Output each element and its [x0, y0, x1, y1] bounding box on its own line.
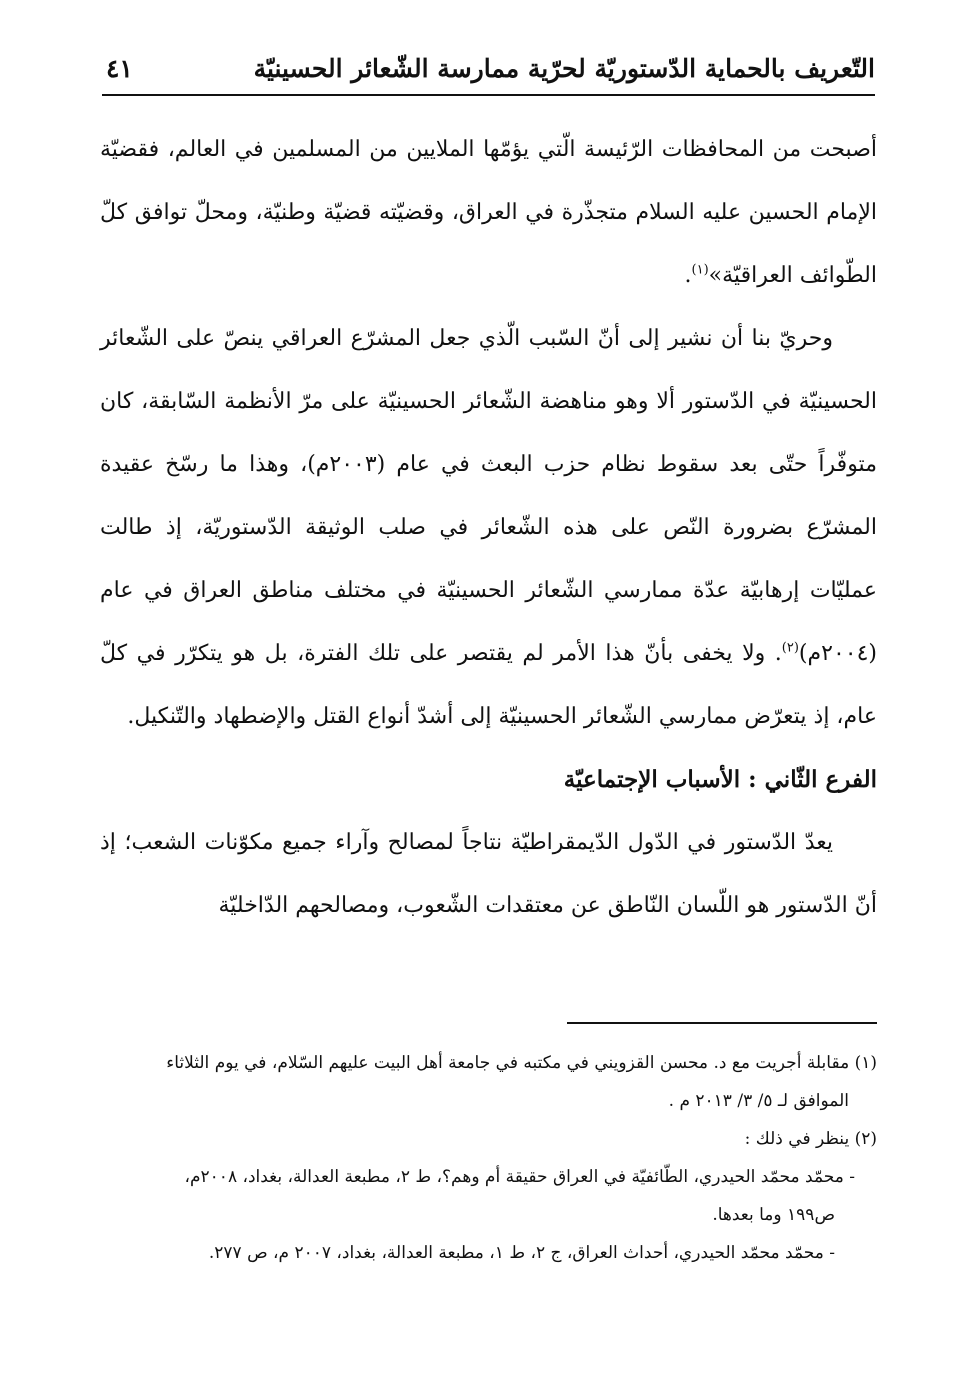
- footnote-2-reference-a: - محمّد محمّد الحيدري، الطّائفيّة في العراق حقيقة أم وهم؟، ط ٢، مطبعة العدالة، بغداد، ٢٠٠٨م،: [184, 1167, 855, 1187]
- header-title: التّعريف بالحماية الدّستوريّة لحرّية ممارسة الشّعائر الحسينيّة: [253, 54, 875, 83]
- section-heading: الفرع الثّاني : الأسباب الإجتماعيّة: [563, 766, 877, 793]
- footnote-1: (١) مقابلة أجريت مع د. محسن القزويني في مكتبه في جامعة أهل البيت عليهم السّلام، في يوم الثلاثاء: [166, 1053, 877, 1073]
- paragraph-3: يعدّ الدّستور في الدّول الدّيمقراطيّة نتاجاً لمصالح وآراء جميع مكوّنات الشعب؛ إذ أنّ الدّستور هو اللّسان النّاطق عن معتقدات الشّعوب، ومصالحهم الدّاخليّة: [100, 830, 877, 918]
- paragraph-2-rest: . ولا يخفى بأنّ هذا الأمر لم يقتصر على تلك الفترة، بل هو يتكرّر في كلّ عام، إذ يتعرّض ممارسي الشّعائر الحسينيّة إلى أشدّ أنواع القتل والإضطهاد والتّنكيل.: [100, 641, 877, 729]
- footnote-1-continuation: الموافق لـ ٥/ ٣/ ٢٠١٣ م .: [668, 1091, 849, 1111]
- paragraph-1-end: .: [684, 263, 692, 288]
- running-header: [102, 48, 875, 88]
- header-divider: [102, 94, 875, 96]
- paragraph-1-text: أصبحت من المحافظات الرّئيسة الّتي يؤمّها الملايين من المسلمين في العالم، فقضيّة الإمام الحسين عليه السلام متجذّرة في العراق، وقضيّته قضيّة وطنيّة، ومحلّ توافق كلّ الطّوائف العراقيّة»: [100, 137, 877, 288]
- footnote-divider: [567, 1022, 877, 1024]
- paragraph-2-text: وحريّ بنا أن نشير إلى أنّ السّبب الّذي جعل المشرّع العراقي ينصّ على الشّعائر الحسينيّة في الدّستور ألا وهو مناهضة الشّعائر الحسينيّة على مرّ الأنظمة السّابقة، كان متوفّراً حتّى بعد سقوط نظام حزب البعث في عام (٢٠٠٣م)، وهذا ما رسّخ عقيدة المشرّع بضرورة النّص على هذه الشّعائر في صلب الوثيقة الدّستوريّة، إذ طالت عمليّات إرهابيّة عدّة ممارسي الشّعائر الحسينيّة في مختلف مناطق العراق في عام (٢٠٠٤م): [100, 326, 877, 666]
- footnote-2-reference-b: - محمّد محمّد الحيدري، أحداث العراق، ج ٢، ط ١، مطبعة العدالة، بغداد، ٢٠٠٧ م، ص ٢٧٧.: [208, 1243, 835, 1263]
- paragraph-1: [100, 118, 877, 307]
- page-number: ٤١: [106, 54, 133, 83]
- footnote-2-reference-a-continuation: ص١٩٩ وما بعدها.: [712, 1205, 835, 1225]
- main-text: [100, 118, 877, 937]
- footnote-2: (٢) ينظر في ذلك :: [744, 1129, 877, 1149]
- footnote-ref-1[interactable]: (١): [691, 262, 709, 278]
- paragraph-2: [100, 307, 877, 748]
- footnote-ref-2[interactable]: (٢): [781, 640, 799, 656]
- footnotes: [100, 1044, 877, 1272]
